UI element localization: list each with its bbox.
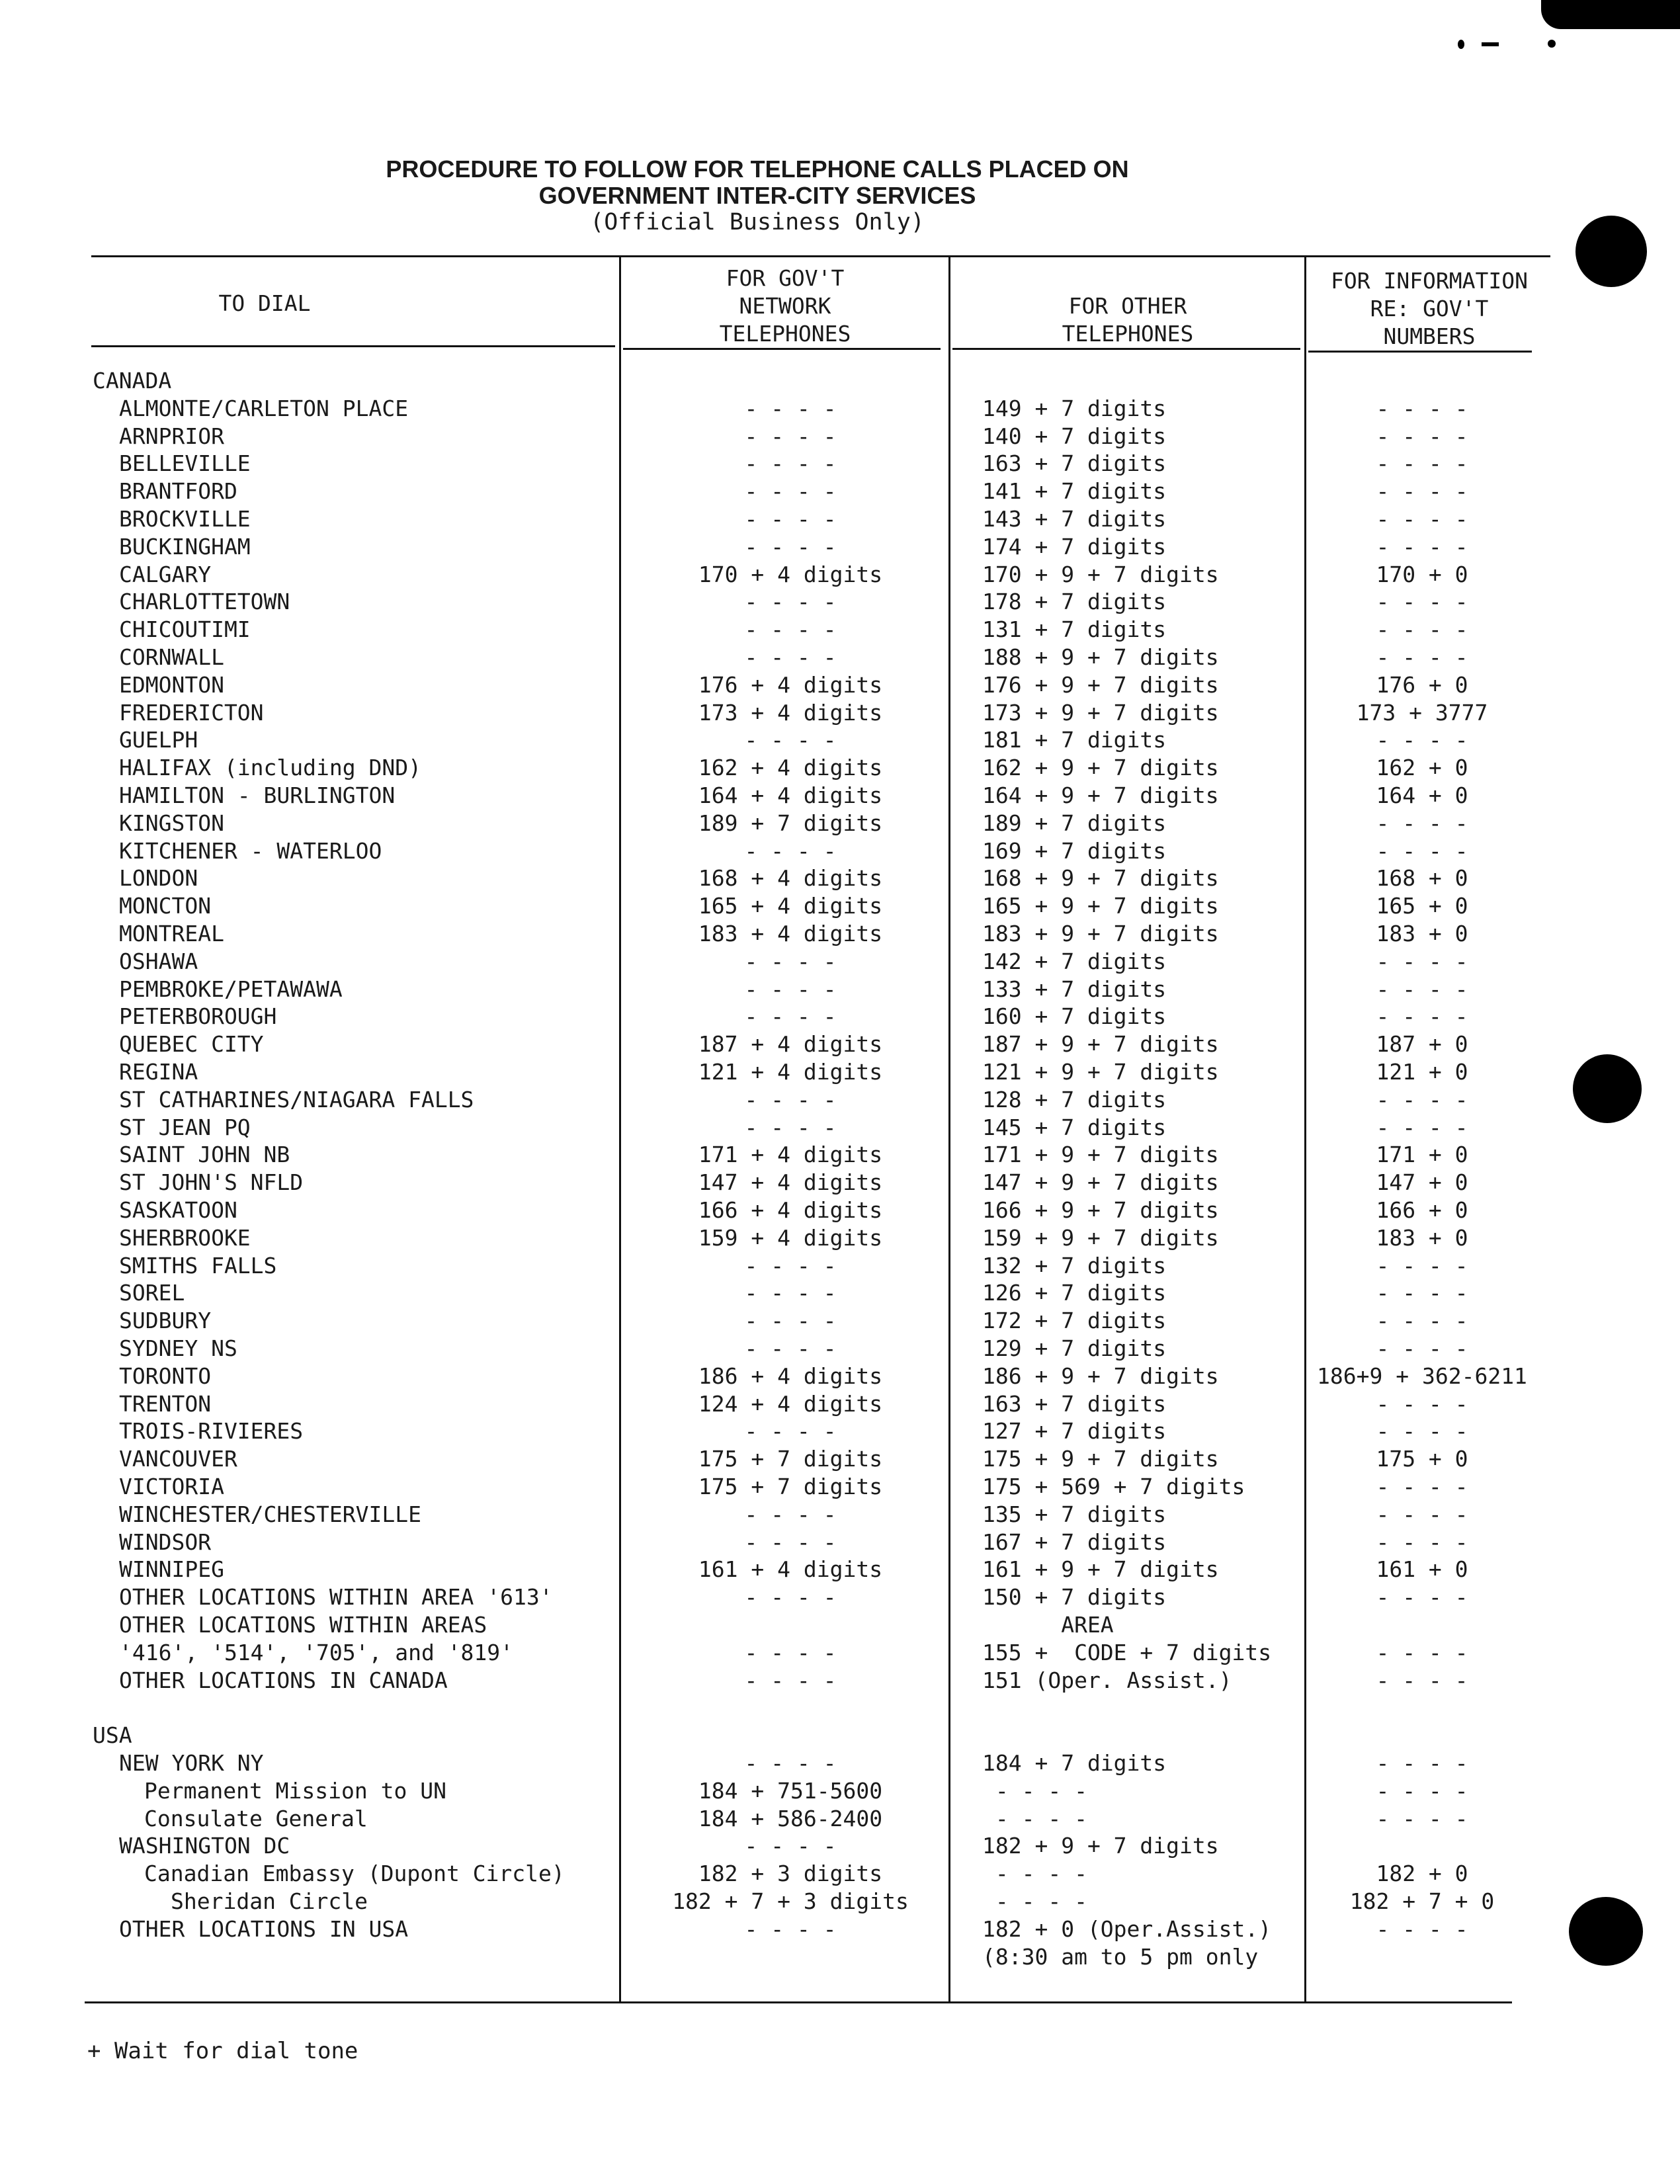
gov-network-cell: - - - -	[744, 727, 837, 753]
table-row	[0, 1667, 1680, 1695]
location-cell: Permanent Mission to UN	[144, 1777, 446, 1804]
other-telephones-cell: 163 + 7 digits	[982, 450, 1167, 477]
other-telephones-cell: 181 + 7 digits	[982, 727, 1167, 753]
other-telephones-cell: 165 + 9 + 7 digits	[982, 893, 1219, 919]
other-telephones-cell: 186 + 9 + 7 digits	[982, 1363, 1219, 1389]
other-telephones-cell: 142 + 7 digits	[982, 948, 1167, 974]
info-cell: 164 + 0	[1376, 782, 1468, 808]
location-cell: SOREL	[119, 1280, 185, 1306]
location-cell: TRENTON	[119, 1390, 212, 1417]
table-row	[0, 1114, 1680, 1142]
table-row	[0, 671, 1680, 699]
info-cell: - - - -	[1376, 1308, 1468, 1334]
location-cell: PEMBROKE/PETAWAWA	[119, 976, 343, 1002]
header-info-line-3: NUMBERS	[1383, 323, 1476, 349]
info-cell: - - - -	[1376, 1474, 1468, 1499]
other-telephones-cell: 178 + 7 digits	[982, 589, 1167, 615]
location-cell: BUCKINGHAM	[119, 533, 251, 560]
info-cell: 182 + 0	[1376, 1861, 1468, 1887]
gov-network-cell: 173 + 4 digits	[698, 699, 883, 726]
info-cell: 170 + 0	[1376, 561, 1468, 587]
gov-network-cell: 168 + 4 digits	[698, 865, 883, 892]
other-telephones-cell: 162 + 9 + 7 digits	[982, 755, 1219, 781]
header-gov-line-2: NETWORK	[739, 293, 831, 319]
location-cell: NEW YORK NY	[119, 1750, 264, 1776]
table-row	[0, 892, 1680, 920]
table-row	[0, 1141, 1680, 1169]
binder-hole-bottom	[1569, 1897, 1643, 1966]
header-to-dial-label: TO DIAL	[218, 290, 311, 316]
location-cell: OSHAWA	[119, 948, 198, 974]
location-cell: SYDNEY NS	[119, 1335, 237, 1361]
info-cell: - - - -	[1376, 1915, 1468, 1942]
info-cell: 171 + 0	[1376, 1142, 1468, 1168]
info-cell: - - - -	[1376, 616, 1468, 643]
gov-network-cell: - - - -	[744, 1529, 837, 1555]
table-row	[0, 1390, 1680, 1418]
info-cell: - - - -	[1376, 948, 1468, 974]
location-cell: SMITHS FALLS	[119, 1252, 277, 1279]
info-cell: - - - -	[1376, 1639, 1468, 1665]
other-telephones-cell: 140 + 7 digits	[982, 423, 1167, 449]
gov-network-cell: 147 + 4 digits	[698, 1169, 883, 1196]
location-cell: ST CATHARINES/NIAGARA FALLS	[119, 1086, 474, 1113]
other-telephones-cell: 149 + 7 digits	[982, 395, 1167, 421]
location-cell: CORNWALL	[119, 644, 224, 670]
location-cell: SAINT JOHN NB	[119, 1142, 290, 1168]
info-cell: - - - -	[1376, 1086, 1468, 1113]
location-cell: WINNIPEG	[119, 1556, 224, 1583]
info-cell: - - - -	[1376, 837, 1468, 864]
info-cell: - - - -	[1376, 423, 1468, 449]
location-cell: TROIS-RIVIERES	[119, 1418, 304, 1445]
gov-network-cell: 184 + 586-2400	[698, 1805, 883, 1831]
other-telephones-cell: 183 + 9 + 7 digits	[982, 921, 1219, 946]
other-telephones-cell: 129 + 7 digits	[982, 1335, 1167, 1361]
info-cell: - - - -	[1376, 589, 1468, 615]
info-cell: 187 + 0	[1376, 1031, 1468, 1058]
other-telephones-cell: 176 + 9 + 7 digits	[982, 671, 1219, 698]
table-row	[0, 1473, 1680, 1501]
other-telephones-cell: - - - -	[982, 1861, 1087, 1887]
scan-mark-corner	[1541, 0, 1680, 29]
table-row	[0, 1639, 1680, 1667]
table-row	[0, 837, 1680, 865]
gov-network-cell: 183 + 4 digits	[698, 921, 883, 946]
info-cell: - - - -	[1376, 1114, 1468, 1140]
other-telephones-cell: 173 + 9 + 7 digits	[982, 699, 1219, 726]
info-cell: 161 + 0	[1376, 1556, 1468, 1583]
other-telephones-cell: 184 + 7 digits	[982, 1750, 1167, 1776]
gov-network-cell: - - - -	[744, 1114, 837, 1140]
other-telephones-cell: 126 + 7 digits	[982, 1280, 1167, 1306]
gov-network-cell: 162 + 4 digits	[698, 755, 883, 781]
other-telephones-cell: 172 + 7 digits	[982, 1308, 1167, 1334]
info-cell: 173 + 3777	[1356, 699, 1488, 726]
other-telephones-cell: 169 + 7 digits	[982, 837, 1167, 864]
table-row	[0, 864, 1680, 892]
location-cell: USA	[93, 1722, 132, 1749]
other-telephones-cell: 188 + 9 + 7 digits	[982, 644, 1219, 670]
header-other-line-1: FOR OTHER	[1068, 293, 1187, 319]
other-telephones-cell: AREA	[982, 1612, 1114, 1638]
info-cell: - - - -	[1376, 727, 1468, 753]
info-cell: 168 + 0	[1376, 865, 1468, 892]
other-telephones-cell: 127 + 7 digits	[982, 1418, 1167, 1445]
other-telephones-cell: 187 + 9 + 7 digits	[982, 1031, 1219, 1058]
gov-network-cell: - - - -	[744, 506, 837, 532]
gov-network-cell: - - - -	[744, 1750, 837, 1776]
gov-network-cell: - - - -	[744, 1418, 837, 1445]
info-cell: - - - -	[1376, 395, 1468, 421]
info-cell: 162 + 0	[1376, 755, 1468, 781]
other-telephones-cell: - - - -	[982, 1888, 1087, 1914]
gov-network-cell: 186 + 4 digits	[698, 1363, 883, 1389]
table-row	[0, 1943, 1680, 1971]
location-cell: BRANTFORD	[119, 478, 237, 505]
other-telephones-cell: - - - -	[982, 1777, 1087, 1804]
gov-network-cell: - - - -	[744, 1086, 837, 1113]
footnote: + Wait for dial tone	[87, 2038, 358, 2064]
table-row	[0, 533, 1680, 561]
location-cell: VICTORIA	[119, 1474, 224, 1499]
info-cell: 166 + 0	[1376, 1197, 1468, 1223]
info-cell: 182 + 7 + 0	[1349, 1888, 1495, 1914]
location-cell: Canadian Embassy (Dupont Circle)	[144, 1861, 565, 1887]
other-telephones-cell: 171 + 9 + 7 digits	[982, 1142, 1219, 1168]
location-cell: HALIFAX (including DND)	[119, 755, 421, 781]
location-cell: MONCTON	[119, 893, 212, 919]
table-row	[0, 1363, 1680, 1390]
info-cell: - - - -	[1376, 1335, 1468, 1361]
other-telephones-cell: 175 + 569 + 7 digits	[982, 1474, 1245, 1499]
location-cell: FREDERICTON	[119, 699, 264, 726]
other-telephones-cell: 164 + 9 + 7 digits	[982, 782, 1219, 808]
location-cell: LONDON	[119, 865, 198, 892]
other-telephones-cell: 121 + 9 + 7 digits	[982, 1059, 1219, 1085]
location-cell: ALMONTE/CARLETON PLACE	[119, 395, 409, 421]
gov-network-cell: - - - -	[744, 423, 837, 449]
other-telephones-cell: 182 + 0 (Oper.Assist.)	[982, 1915, 1272, 1942]
table-row	[0, 810, 1680, 837]
info-cell: - - - -	[1376, 1750, 1468, 1776]
header-info-line-1: FOR INFORMATION	[1330, 268, 1528, 294]
table-row	[0, 505, 1680, 533]
table-row	[0, 1694, 1680, 1722]
location-cell: BROCKVILLE	[119, 506, 251, 532]
location-cell: KINGSTON	[119, 810, 224, 836]
info-cell: - - - -	[1376, 1418, 1468, 1445]
location-cell: ST JEAN PQ	[119, 1114, 251, 1140]
info-cell: 186+9 + 362-6211	[1317, 1363, 1527, 1389]
gov-network-cell: 184 + 751-5600	[698, 1777, 883, 1804]
gov-network-cell: 121 + 4 digits	[698, 1059, 883, 1085]
gov-network-cell: - - - -	[744, 1252, 837, 1279]
table-row	[0, 1501, 1680, 1529]
table-row	[0, 1169, 1680, 1197]
other-telephones-cell: 170 + 9 + 7 digits	[982, 561, 1219, 587]
location-cell: KITCHENER - WATERLOO	[119, 837, 382, 864]
gov-network-cell: - - - -	[744, 1639, 837, 1665]
table-row	[0, 561, 1680, 589]
title-line-1: PROCEDURE TO FOLLOW FOR TELEPHONE CALLS PLACED ON	[386, 155, 1129, 183]
gov-network-cell: 161 + 4 digits	[698, 1556, 883, 1583]
other-telephones-cell: 151 (Oper. Assist.)	[982, 1667, 1232, 1693]
table-row	[0, 1583, 1680, 1611]
info-cell: - - - -	[1376, 1390, 1468, 1417]
gov-network-cell: - - - -	[744, 589, 837, 615]
table-row	[0, 920, 1680, 948]
other-telephones-cell: 168 + 9 + 7 digits	[982, 865, 1219, 892]
table-row	[0, 1445, 1680, 1473]
header-gov-line-1: FOR GOV'T	[726, 265, 845, 291]
table-row	[0, 948, 1680, 976]
location-cell: EDMONTON	[119, 671, 224, 698]
gov-network-cell: - - - -	[744, 1584, 837, 1611]
location-cell: WINCHESTER/CHESTERVILLE	[119, 1501, 421, 1527]
gov-network-cell: - - - -	[744, 533, 837, 560]
location-cell: WINDSOR	[119, 1529, 212, 1555]
location-cell: GUELPH	[119, 727, 198, 753]
other-telephones-cell: 159 + 9 + 7 digits	[982, 1224, 1219, 1251]
gov-network-cell: - - - -	[744, 837, 837, 864]
table-row	[0, 367, 1680, 395]
info-cell: - - - -	[1376, 1280, 1468, 1306]
gov-network-cell: 164 + 4 digits	[698, 782, 883, 808]
other-telephones-cell: 189 + 7 digits	[982, 810, 1167, 836]
location-cell: SUDBURY	[119, 1308, 212, 1334]
other-telephones-cell: 174 + 7 digits	[982, 533, 1167, 560]
other-telephones-cell: 182 + 9 + 7 digits	[982, 1833, 1219, 1859]
table-row	[0, 1058, 1680, 1086]
table-row	[0, 754, 1680, 782]
table-row	[0, 478, 1680, 505]
header-info-line-2: RE: GOV'T	[1370, 296, 1489, 321]
other-telephones-cell: 175 + 9 + 7 digits	[982, 1446, 1219, 1472]
gov-network-cell: - - - -	[744, 616, 837, 643]
table-row	[0, 644, 1680, 671]
other-telephones-cell: (8:30 am to 5 pm only	[982, 1943, 1259, 1970]
scan-speck	[1482, 42, 1499, 46]
other-telephones-cell: - - - -	[982, 1805, 1087, 1831]
table-row	[0, 395, 1680, 423]
gov-network-cell: - - - -	[744, 948, 837, 974]
gov-network-cell: 166 + 4 digits	[698, 1197, 883, 1223]
gov-network-cell: - - - -	[744, 976, 837, 1002]
gov-network-cell: - - - -	[744, 1501, 837, 1527]
info-cell: - - - -	[1376, 810, 1468, 836]
location-cell: VANCOUVER	[119, 1446, 237, 1472]
other-telephones-cell: 133 + 7 digits	[982, 976, 1167, 1002]
table-row	[0, 1279, 1680, 1307]
scan-speck	[1458, 40, 1464, 49]
gov-network-cell: - - - -	[744, 644, 837, 670]
scan-speck	[1548, 40, 1556, 48]
info-cell: - - - -	[1376, 1529, 1468, 1555]
location-cell: CANADA	[93, 368, 172, 394]
location-cell: QUEBEC CITY	[119, 1031, 264, 1058]
table-row	[0, 1197, 1680, 1224]
other-telephones-cell: 128 + 7 digits	[982, 1086, 1167, 1113]
info-cell: - - - -	[1376, 1805, 1468, 1831]
location-cell: ST JOHN'S NFLD	[119, 1169, 304, 1196]
table-row	[0, 1611, 1680, 1639]
header-other-line-2: TELEPHONES	[1062, 321, 1194, 347]
other-telephones-cell: 163 + 7 digits	[982, 1390, 1167, 1417]
location-cell: OTHER LOCATIONS WITHIN AREAS	[119, 1612, 487, 1638]
other-telephones-cell: 143 + 7 digits	[982, 506, 1167, 532]
table-row	[0, 1915, 1680, 1943]
gov-network-cell: 165 + 4 digits	[698, 893, 883, 919]
gov-network-cell: 175 + 7 digits	[698, 1446, 883, 1472]
table-row	[0, 1003, 1680, 1030]
info-cell: - - - -	[1376, 533, 1468, 560]
table-row	[0, 1086, 1680, 1114]
location-cell: CALGARY	[119, 561, 212, 587]
info-cell: - - - -	[1376, 1777, 1468, 1804]
table-row	[0, 588, 1680, 616]
gov-network-cell: - - - -	[744, 478, 837, 505]
location-cell: REGINA	[119, 1059, 198, 1085]
binder-hole-top	[1575, 216, 1647, 287]
location-cell: WASHINGTON DC	[119, 1833, 290, 1859]
table-row	[0, 423, 1680, 450]
info-cell: - - - -	[1376, 644, 1468, 670]
gov-network-cell: - - - -	[744, 1667, 837, 1693]
subtitle: (Official Business Only)	[590, 209, 925, 235]
gov-network-cell: - - - -	[744, 1833, 837, 1859]
other-telephones-cell: 145 + 7 digits	[982, 1114, 1167, 1140]
gov-network-cell: - - - -	[744, 1915, 837, 1942]
info-cell: - - - -	[1376, 450, 1468, 477]
gov-network-cell: 182 + 3 digits	[698, 1861, 883, 1887]
other-telephones-cell: 150 + 7 digits	[982, 1584, 1167, 1611]
table-row	[0, 1777, 1680, 1805]
table-bottom-rule	[85, 2001, 1512, 2003]
location-cell: PETERBOROUGH	[119, 1003, 277, 1030]
table-row	[0, 782, 1680, 810]
table-row	[0, 1860, 1680, 1888]
other-telephones-cell: 160 + 7 digits	[982, 1003, 1167, 1030]
other-telephones-cell: 132 + 7 digits	[982, 1252, 1167, 1279]
other-telephones-cell: 166 + 9 + 7 digits	[982, 1197, 1219, 1223]
info-cell: 175 + 0	[1376, 1446, 1468, 1472]
info-cell: 183 + 0	[1376, 1224, 1468, 1251]
info-cell: - - - -	[1376, 1252, 1468, 1279]
info-cell: - - - -	[1376, 506, 1468, 532]
other-telephones-cell: 131 + 7 digits	[982, 616, 1167, 643]
location-cell: OTHER LOCATIONS WITHIN AREA '613'	[119, 1584, 553, 1611]
location-cell: SHERBROOKE	[119, 1224, 251, 1251]
gov-network-cell: - - - -	[744, 1280, 837, 1306]
info-cell: - - - -	[1376, 976, 1468, 1002]
info-cell: 121 + 0	[1376, 1059, 1468, 1085]
location-cell: SASKATOON	[119, 1197, 237, 1223]
location-cell: ARNPRIOR	[119, 423, 224, 449]
location-cell: OTHER LOCATIONS IN CANADA	[119, 1667, 448, 1693]
gov-network-cell: 171 + 4 digits	[698, 1142, 883, 1168]
info-cell: 183 + 0	[1376, 921, 1468, 946]
table-row	[0, 1805, 1680, 1833]
gov-network-cell: - - - -	[744, 1003, 837, 1030]
gov-network-cell: 124 + 4 digits	[698, 1390, 883, 1417]
gov-network-cell: 189 + 7 digits	[698, 810, 883, 836]
location-cell: '416', '514', '705', and '819'	[119, 1639, 514, 1665]
table-row	[0, 1556, 1680, 1583]
gov-network-cell: 159 + 4 digits	[698, 1224, 883, 1251]
info-cell: - - - -	[1376, 478, 1468, 505]
info-cell: - - - -	[1376, 1003, 1468, 1030]
location-cell: CHICOUTIMI	[119, 616, 251, 643]
table-row	[0, 450, 1680, 478]
table-row	[0, 1030, 1680, 1058]
info-cell: 165 + 0	[1376, 893, 1468, 919]
table-row	[0, 1417, 1680, 1445]
table-row	[0, 1749, 1680, 1777]
other-telephones-cell: 167 + 7 digits	[982, 1529, 1167, 1555]
table-row	[0, 976, 1680, 1003]
info-cell: - - - -	[1376, 1584, 1468, 1611]
gov-network-cell: 176 + 4 digits	[698, 671, 883, 698]
other-telephones-cell: 161 + 9 + 7 digits	[982, 1556, 1219, 1583]
gov-network-cell: 170 + 4 digits	[698, 561, 883, 587]
title-line-2: GOVERNMENT INTER-CITY SERVICES	[538, 182, 976, 209]
gov-network-cell: 175 + 7 digits	[698, 1474, 883, 1499]
table-row	[0, 1832, 1680, 1860]
location-cell: Consulate General	[144, 1805, 368, 1831]
location-cell: TORONTO	[119, 1363, 212, 1389]
table-row	[0, 1224, 1680, 1252]
gov-network-cell: - - - -	[744, 450, 837, 477]
table-row	[0, 1529, 1680, 1556]
header-gov-line-3: TELEPHONES	[719, 321, 851, 347]
gov-network-cell: - - - -	[744, 1335, 837, 1361]
table-row	[0, 1335, 1680, 1363]
location-cell: Sheridan Circle	[171, 1888, 368, 1914]
location-cell: MONTREAL	[119, 921, 224, 946]
location-cell: HAMILTON - BURLINGTON	[119, 782, 396, 808]
gov-network-cell: - - - -	[744, 1308, 837, 1334]
gov-network-cell: 182 + 7 + 3 digits	[672, 1888, 909, 1914]
binder-hole-middle	[1573, 1054, 1642, 1123]
table-row	[0, 1888, 1680, 1915]
info-cell: - - - -	[1376, 1667, 1468, 1693]
location-cell: BELLEVILLE	[119, 450, 251, 477]
table-row	[0, 1722, 1680, 1749]
location-cell: CHARLOTTETOWN	[119, 589, 290, 615]
table-row	[0, 616, 1680, 644]
info-cell: - - - -	[1376, 1501, 1468, 1527]
location-cell: OTHER LOCATIONS IN USA	[119, 1915, 409, 1942]
info-cell: 147 + 0	[1376, 1169, 1468, 1196]
other-telephones-cell: 141 + 7 digits	[982, 478, 1167, 505]
table-row	[0, 1252, 1680, 1280]
other-telephones-cell: 155 + CODE + 7 digits	[982, 1639, 1272, 1665]
other-telephones-cell: 147 + 9 + 7 digits	[982, 1169, 1219, 1196]
info-cell: 176 + 0	[1376, 671, 1468, 698]
table-row	[0, 699, 1680, 727]
table-row	[0, 726, 1680, 754]
table-row	[0, 1307, 1680, 1335]
other-telephones-cell: 135 + 7 digits	[982, 1501, 1167, 1527]
gov-network-cell: 187 + 4 digits	[698, 1031, 883, 1058]
gov-network-cell: - - - -	[744, 395, 837, 421]
